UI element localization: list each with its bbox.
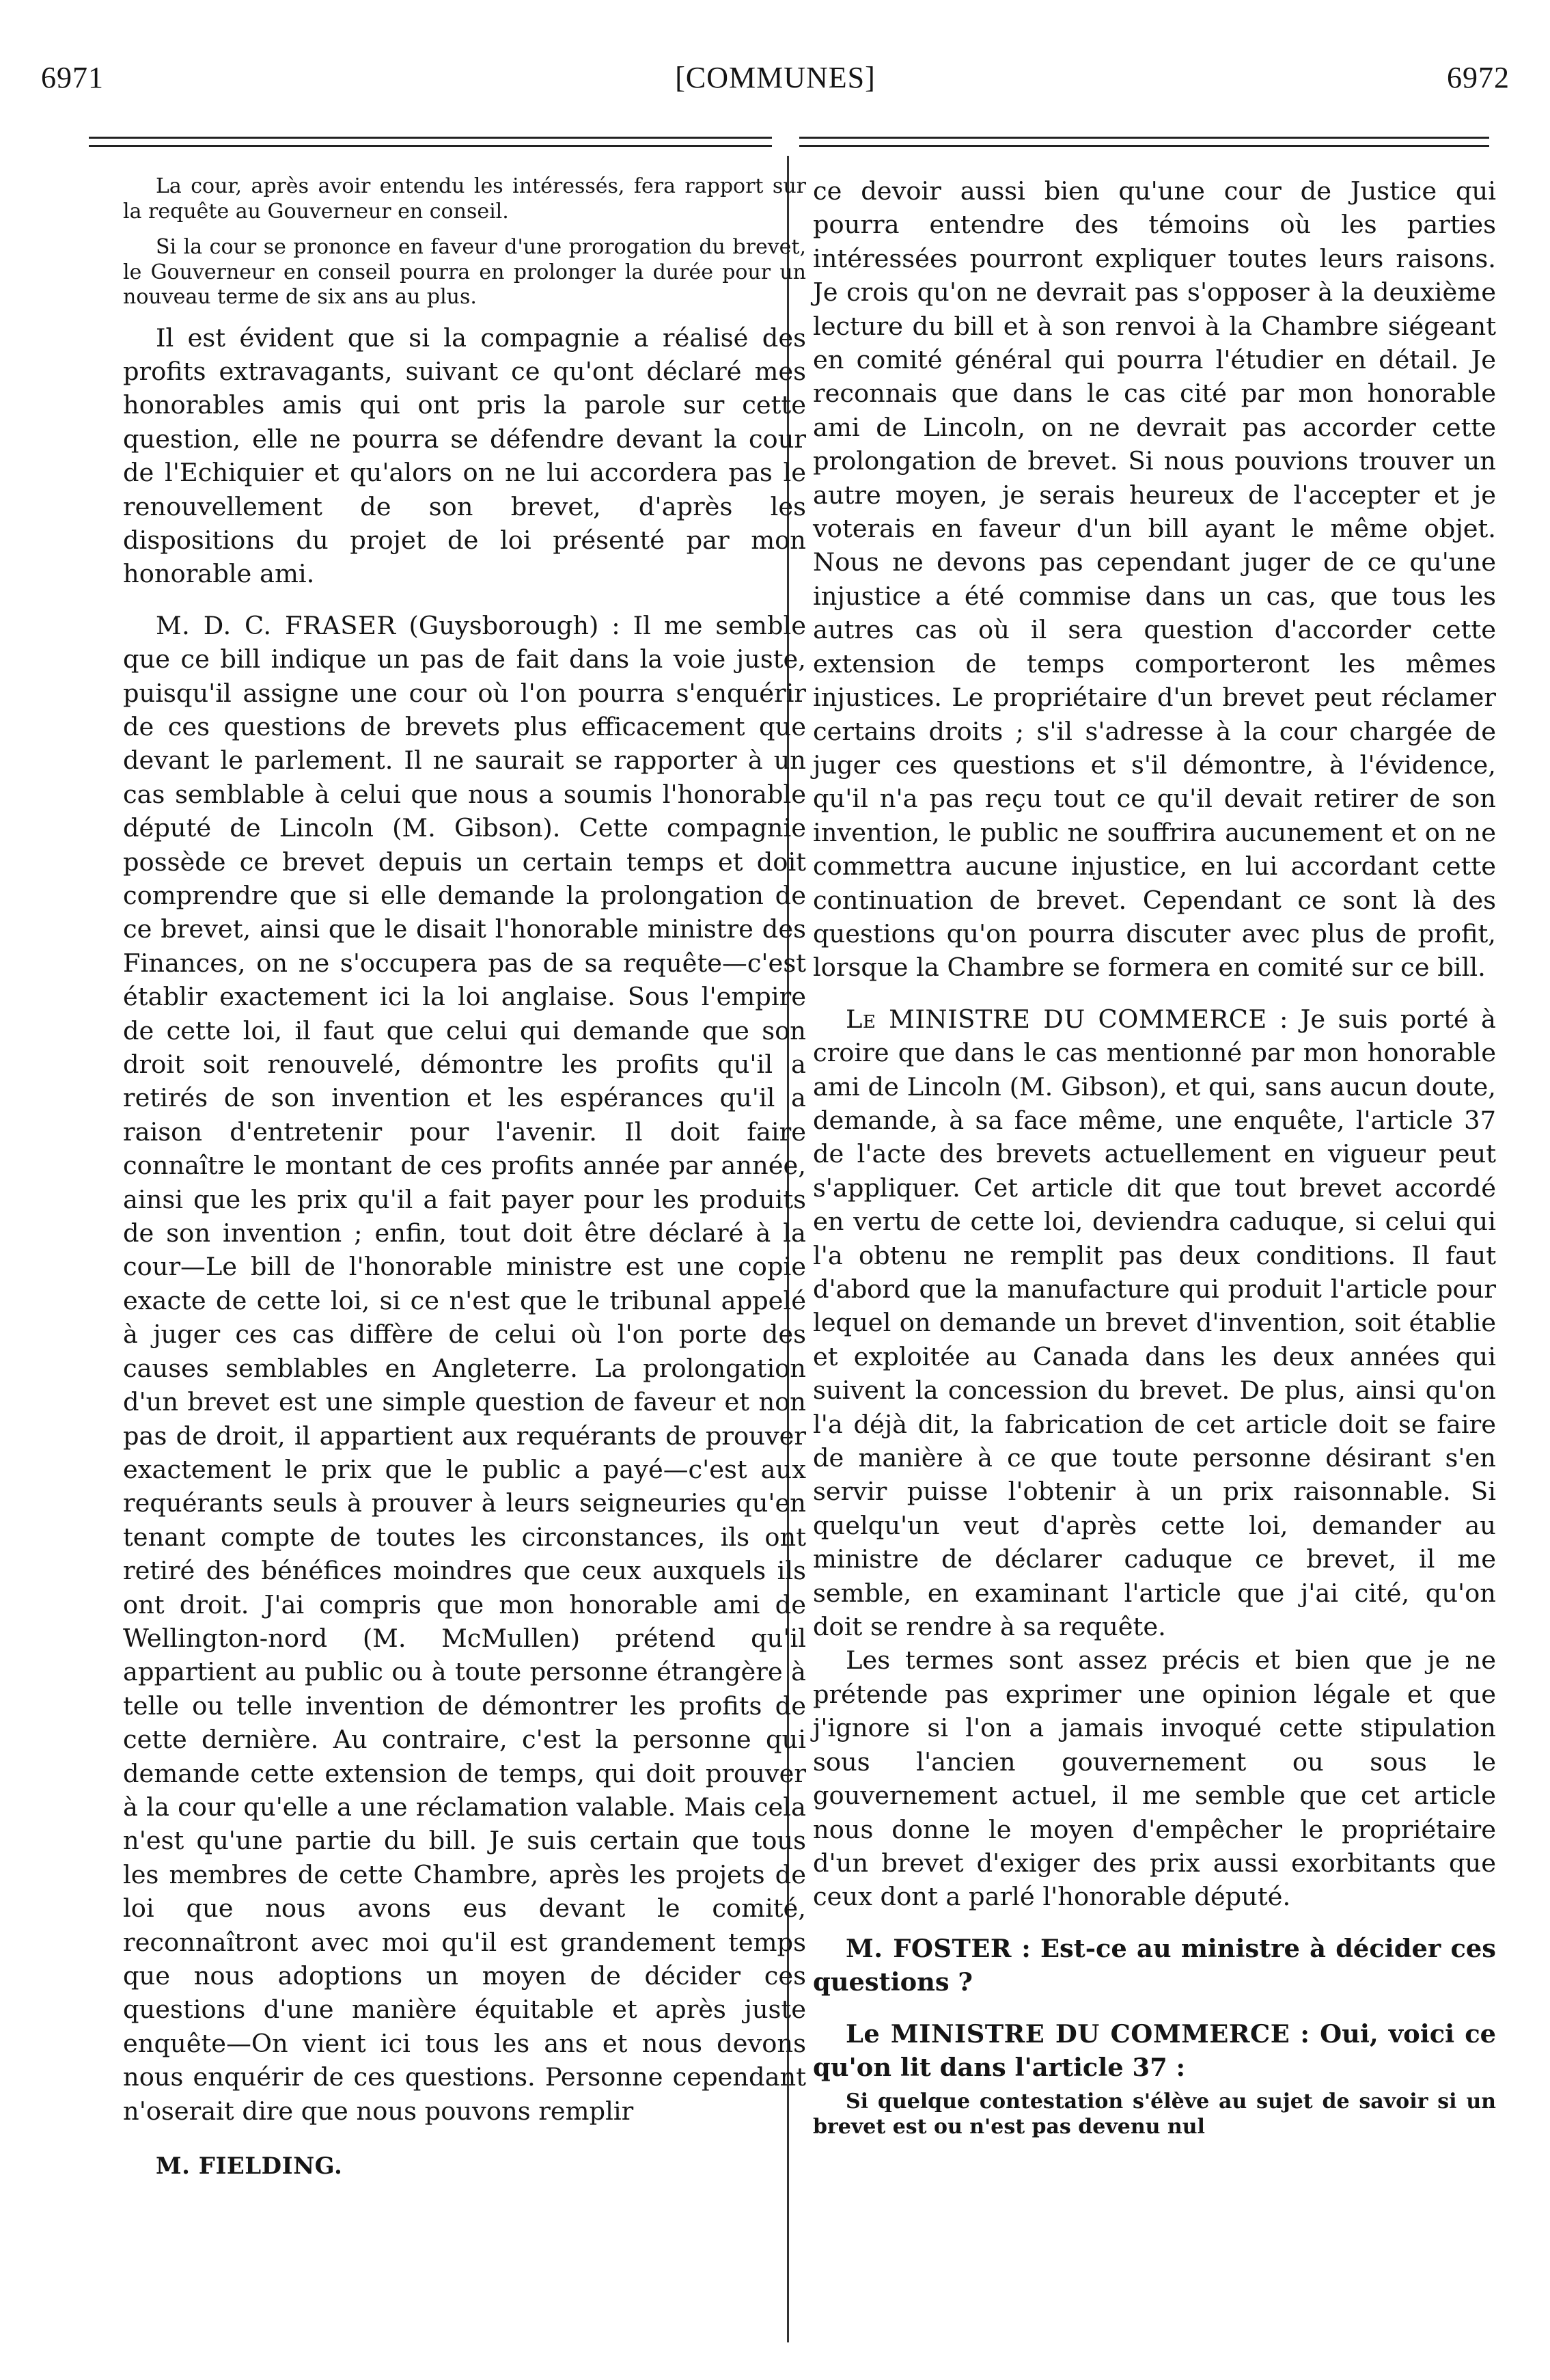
footer-speaker: M. FIELDING. <box>156 2152 343 2180</box>
speaker-name: Le MINISTRE DU COMMERCE <box>846 1004 1267 1034</box>
speech-foster <box>813 1932 1496 1999</box>
speech-text: : Oui, voici ce qu'on lit dans l'article 37 : <box>813 2018 1497 2082</box>
page-number-left: 6971 <box>41 61 104 94</box>
page-title: [COMMUNES] <box>675 61 876 94</box>
left-column <box>123 174 806 2183</box>
speech-text: : Je suis porté à croire que dans le cas mentionné par mon honorable ami de Lincoln (M. Gibson), et qui, sans aucun doute, demande, à sa face même, une enquête, l'article 37 de l'acte des brevets actuellement en vigueur peut s'appliquer. Cet article dit que tout brevet accordé en vertu de cette loi, deviendra caduque, si celui qui l'a obtenu ne remplit pas deux conditions. Il faut d'abord que la manufacture qui produit l'article pour lequel on demande un brevet d'invention, soit établie et exploitée au Canada dans les deux années qui suivent la concession du brevet. De plus, ainsi qu'on l'a déjà dit, la fabrication de cet article doit se faire de manière à ce que toute personne désirant s'en servir puisse l'obtenir à un prix raisonnable. Si quelqu'un veut d'après cette loi, demander au ministre de déclarer caduque ce brevet, il me semble, en examinant l'article que j'ai cité, qu'on doit se rendre à sa requête. <box>813 1004 1496 1642</box>
speech-text: (Guysborough) : Il me semble que ce bill indique un pas de fait dans la voie juste, puisqu'il assigne une cour où l'on pourra s'enquérir de ces questions de brevets plus efficacement que devant le parlement. Il ne saurait se rapporter à un cas semblable à celui que nous a soumis l'honorable député de Lincoln (M. Gibson). Cette compagnie possède ce brevet depuis un certain temps et doit comprendre que si elle demande la prolongation de ce brevet, ainsi que le disait l'honorable ministre des Finances, on ne s'occupera pas de sa requête—c'est établir exactement ici la loi anglaise. Sous l'empire de cette loi, il faut que celui qui demande que son droit soit renouvelé, démontre les profits qu'il a retirés de son invention et les espérances qu'il a raison d'entretenir pour l'avenir. Il doit faire connaître le montant de ces profits année par année, ainsi que les prix qu'il a fait payer pour les produits de son invention ; enfin, tout doit être déclaré à la cour—Le bill de l'honorable ministre est une copie exacte de cette loi, si ce n'est que le tribunal appelé à juger ces cas diffère de celui où l'on porte des causes semblables en Angleterre. La prolongation d'un brevet est une simple question de faveur et non pas de droit, il appartient aux requérants de prouver exactement le prix que le public a payé—c'est aux requérants seuls à prouver à leurs seigneuries qu'en tenant compte de toutes les circonstances, ils ont retiré des bénéfices moindres que ceux auxquels ils ont droit. J'ai compris que mon honorable ami de Wellington-nord (M. McMullen) prétend qu'il appartient au public ou à toute personne étrangère à telle ou telle invention de démontrer les profits de cette dernière. Au contraire, c'est la personne qui demande cette extension de temps, qui doit prouver à la cour qu'elle a une réclamation valable. Mais cela n'est qu'une partie du bill. Je suis certain que tous les membres de cette Chambre, après les projets de loi que nous avons eus devant le comité, reconnaîtront avec moi qu'il est grandement temps que nous adoptions un moyen de décider ces questions d'une manière équitable et après juste enquête—On vient ici tous les ans et nous devons nous enquérir de ces questions. Personne cependant n'oserait dire que nous pouvons remplir <box>123 610 806 2126</box>
speaker-name: Le MINISTRE DU COMMERCE <box>846 2018 1290 2049</box>
quoted-clause-1: La cour, après avoir entendu les intéressés, fera rapport sur la requête au Gouverneur en conseil. <box>123 174 806 223</box>
header-rule-left-1 <box>89 137 772 139</box>
right-column <box>813 174 1496 2150</box>
speaker-name: M. D. C. FRASER <box>156 610 396 640</box>
header-rule-right-1 <box>799 137 1489 139</box>
header-rule-right-2 <box>799 145 1489 147</box>
paragraph: Les termes sont assez précis et bien que je ne prétende pas exprimer une opinion légale et que j'ignore si l'on a jamais invoqué cette stipulation sous l'ancien gouvernement ou sous le gouvernement actuel, il me semble que cet article nous donne le moyen d'empêcher le propriétaire d'un brevet d'exiger des prix aussi exorbitants que ceux dont a parlé l'honorable député. <box>813 1645 1496 1912</box>
speaker-name: M. FOSTER <box>846 1932 1012 1963</box>
speech-ministre-2 <box>813 2017 1496 2085</box>
speech-ministre <box>813 1002 1496 1644</box>
speech-text: : Est-ce au ministre à décider ces questions ? <box>813 1932 1496 1997</box>
paragraph: ce devoir aussi bien qu'une cour de Justice qui pourra entendre des témoins où les parties intéressées pourront expliquer toutes leurs raisons. Je crois qu'on ne devrait pas s'opposer à la deuxième lecture du bill et à son renvoi à la Chambre siégeant en comité général qui pourra l'étudier en détail. Je reconnais que dans le cas cité par mon honorable ami de Lincoln, on ne devrait pas accorder cette prolongation de brevet. Si nous pouvions trouver un autre moyen, je serais heureux de l'accepter et je voterais en faveur d'un bill ayant le même objet. Nous ne devons pas cependant juger de ce qu'une injustice a été commise dans un cas, que tous les autres cas où il sera question d'accorder cette extension de temps comporteront les mêmes injustices. Le propriétaire d'un brevet peut réclamer certains droits ; s'il s'adresse à la cour chargée de juger ces questions et s'il démontre, à l'évidence, qu'il n'a pas reçu tout ce qu'il devait retirer de son invention, le public ne souffrira aucunement et on ne commettra aucune injustice, en lui accordant cette continuation de brevet. Cependant ce sont là des questions qu'on pourra discuter avec plus de profit, lorsque la Chambre se formera en comité sur ce bill. <box>813 176 1496 983</box>
speech-fraser <box>123 609 806 2128</box>
quoted-clause-2: Si la cour se prononce en faveur d'une prorogation du brevet, le Gouverneur en conseil pourra en prolonger la durée pour un nouveau terme de six ans au plus. <box>123 235 806 309</box>
header-rule-left-2 <box>89 145 772 147</box>
page-number-right: 6972 <box>1447 61 1510 94</box>
quoted-clause-3: Si quelque contestation s'élève au sujet de savoir si un brevet est ou n'est pas devenu nul <box>813 2090 1496 2139</box>
paragraph: Il est évident que si la compagnie a réalisé des profits extravagants, suivant ce qu'ont déclaré mes honorables amis qui ont pris la parole sur cette question, elle ne pourra se défendre devant la cour de l'Echiquier et qu'alors on ne lui accordera pas le renouvellement de son brevet, d'après les dispositions du projet de loi présenté par mon honorable ami. <box>123 323 806 589</box>
page-header <box>41 60 1510 101</box>
